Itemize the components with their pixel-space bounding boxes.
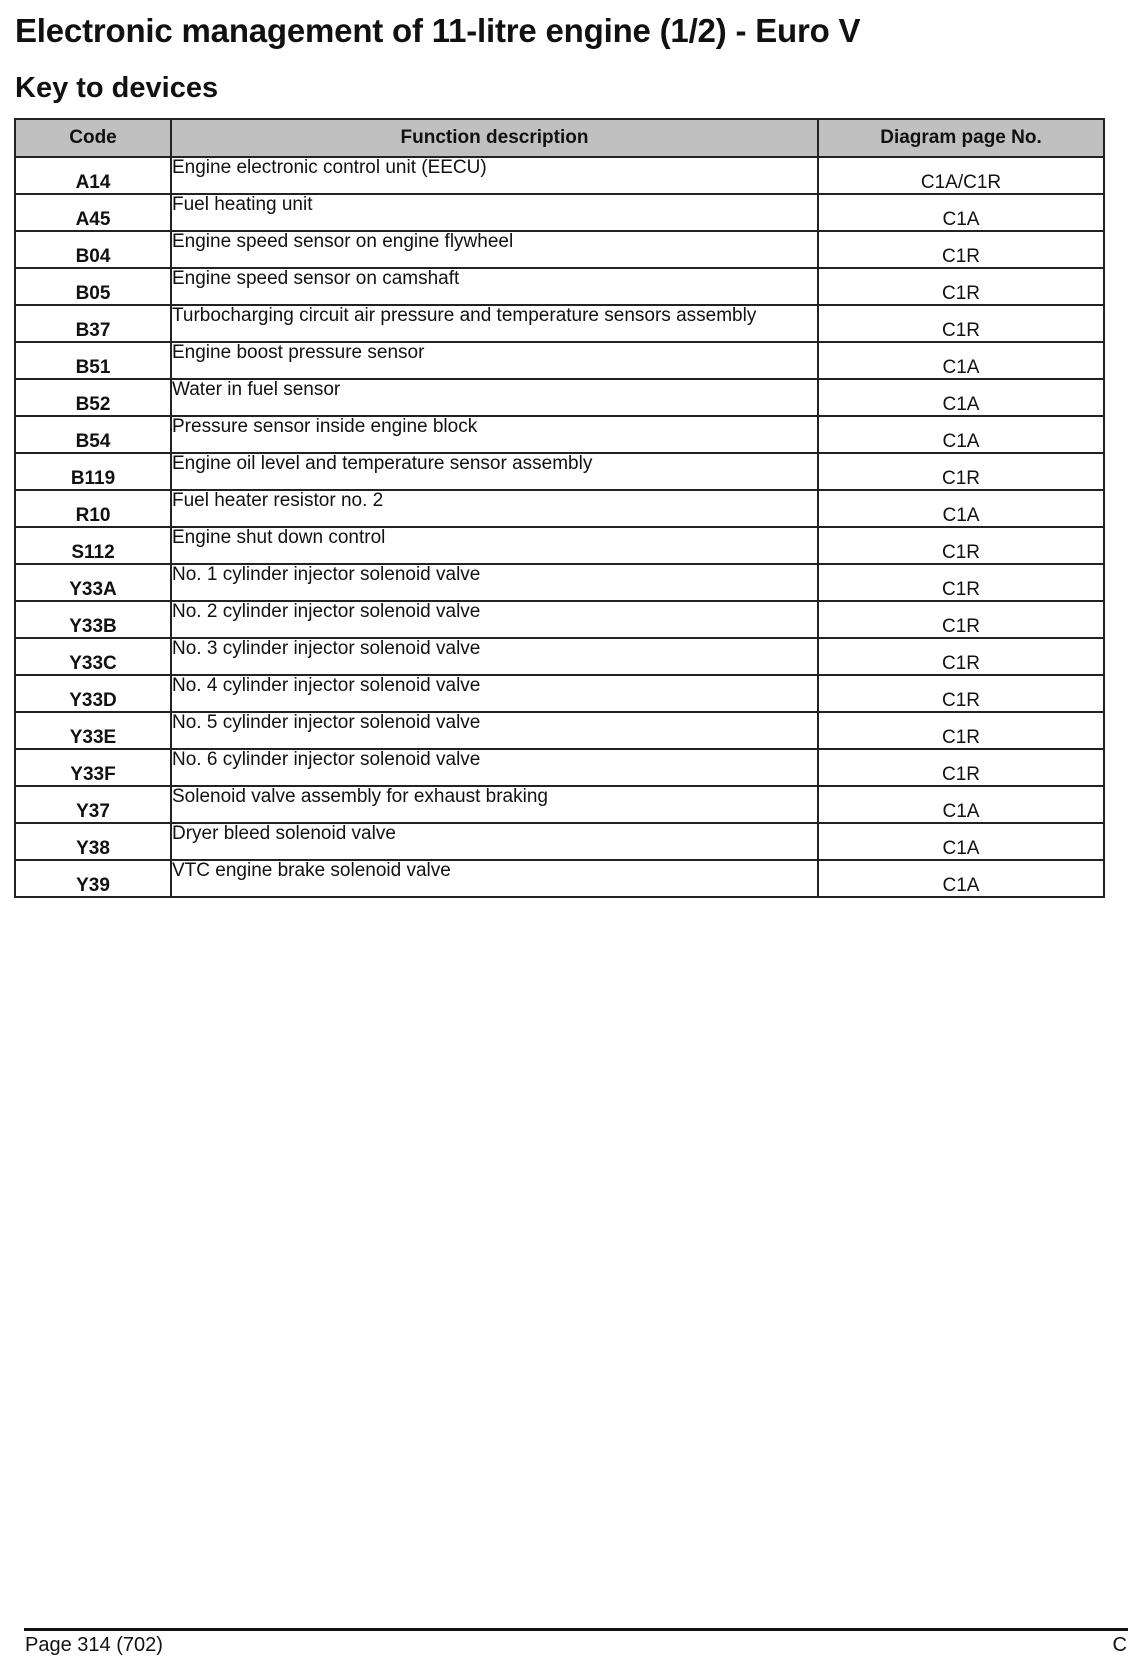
function-description-cell: No. 2 cylinder injector solenoid valve [171,601,818,638]
function-description-cell: Engine speed sensor on engine flywheel [171,231,818,268]
function-description-cell: Turbocharging circuit air pressure and temperature sensors assembly [171,305,818,342]
device-code-cell: A14 [15,157,171,194]
table-row [15,601,1104,638]
footer-section-letter: C [1112,1634,1127,1656]
footer-divider [24,1628,1128,1631]
function-description-cell: Fuel heater resistor no. 2 [171,490,818,527]
table-row [15,786,1104,823]
diagram-page-cell: C1R [818,453,1104,490]
table-row [15,564,1104,601]
table-row [15,379,1104,416]
diagram-page-cell: C1A [818,823,1104,860]
function-description-cell: Engine boost pressure sensor [171,342,818,379]
header-code: Code [15,119,171,157]
device-code-cell: Y39 [15,860,171,897]
table-row [15,194,1104,231]
table-row [15,712,1104,749]
device-code-cell: B52 [15,379,171,416]
function-description-cell: Engine speed sensor on camshaft [171,268,818,305]
diagram-page-cell: C1A [818,786,1104,823]
function-description-cell: Dryer bleed solenoid valve [171,823,818,860]
function-description-cell: No. 6 cylinder injector solenoid valve [171,749,818,786]
function-description-cell: Engine electronic control unit (EECU) [171,157,818,194]
function-description-cell: Fuel heating unit [171,194,818,231]
function-description-cell: No. 5 cylinder injector solenoid valve [171,712,818,749]
table-row [15,342,1104,379]
table-row [15,231,1104,268]
table-row [15,268,1104,305]
device-code-cell: Y33A [15,564,171,601]
function-description-cell: Engine shut down control [171,527,818,564]
page-title: Electronic management of 11-litre engine (1/2) - Euro V [15,12,861,49]
device-code-cell: Y33E [15,712,171,749]
diagram-page-cell: C1A [818,416,1104,453]
function-description-cell: Water in fuel sensor [171,379,818,416]
function-description-cell: No. 3 cylinder injector solenoid valve [171,638,818,675]
diagram-page-cell: C1A [818,860,1104,897]
function-description-cell: No. 1 cylinder injector solenoid valve [171,564,818,601]
device-code-cell: R10 [15,490,171,527]
table-row [15,453,1104,490]
device-code-cell: B119 [15,453,171,490]
table-row [15,305,1104,342]
diagram-page-cell: C1R [818,231,1104,268]
device-code-cell: Y38 [15,823,171,860]
table-row [15,527,1104,564]
device-code-cell: B37 [15,305,171,342]
diagram-page-cell: C1R [818,601,1104,638]
table-row [15,157,1104,194]
function-description-cell: Pressure sensor inside engine block [171,416,818,453]
header-diagram-page: Diagram page No. [818,119,1104,157]
diagram-page-cell: C1A [818,342,1104,379]
diagram-page-cell: C1R [818,305,1104,342]
table-row [15,638,1104,675]
device-code-cell: Y33D [15,675,171,712]
device-code-cell: B04 [15,231,171,268]
table-row [15,490,1104,527]
table-row [15,675,1104,712]
function-description-cell: No. 4 cylinder injector solenoid valve [171,675,818,712]
diagram-page-cell: C1R [818,749,1104,786]
diagram-page-cell: C1R [818,527,1104,564]
device-code-cell: A45 [15,194,171,231]
function-description-cell: Solenoid valve assembly for exhaust braking [171,786,818,823]
device-code-cell: B05 [15,268,171,305]
device-code-cell: Y33B [15,601,171,638]
diagram-page-cell: C1R [818,638,1104,675]
device-code-cell: B51 [15,342,171,379]
device-code-cell: Y33C [15,638,171,675]
diagram-page-cell: C1A [818,194,1104,231]
diagram-page-cell: C1R [818,675,1104,712]
table-row [15,416,1104,453]
table-body [15,157,1104,897]
diagram-page-cell: C1R [818,268,1104,305]
table-row [15,823,1104,860]
function-description-cell: Engine oil level and temperature sensor assembly [171,453,818,490]
section-title: Key to devices [15,72,219,104]
diagram-page-cell: C1R [818,564,1104,601]
key-to-devices-table [14,118,1105,898]
table-row [15,749,1104,786]
diagram-page-cell: C1A [818,490,1104,527]
function-description-cell: VTC engine brake solenoid valve [171,860,818,897]
device-code-cell: S112 [15,527,171,564]
footer-page-number: Page 314 (702) [25,1634,163,1656]
table-row [15,860,1104,897]
diagram-page-cell: C1A/C1R [818,157,1104,194]
device-code-cell: Y33F [15,749,171,786]
device-code-cell: B54 [15,416,171,453]
diagram-page-cell: C1R [818,712,1104,749]
header-function-description: Function description [171,119,818,157]
diagram-page-cell: C1A [818,379,1104,416]
table-header-row [15,119,1104,157]
device-code-cell: Y37 [15,786,171,823]
